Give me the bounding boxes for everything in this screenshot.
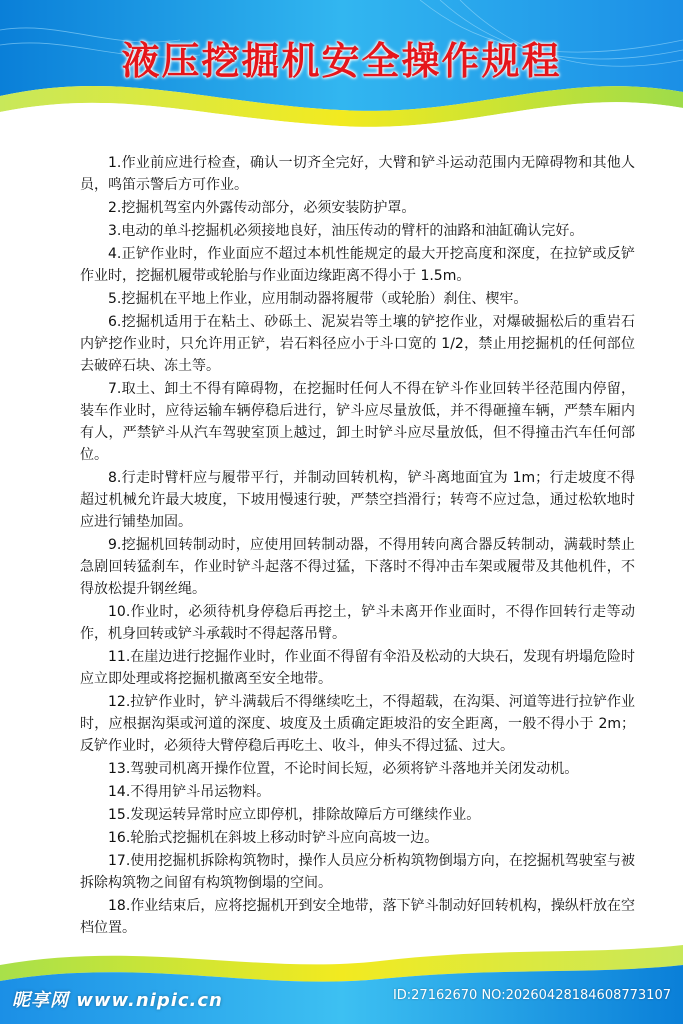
page-title: 液压挖掘机安全操作规程 <box>121 39 562 83</box>
site-watermark: 昵享网 www.nipic.cn <box>12 990 223 1011</box>
regulation-item-16: 16.轮胎式挖掘机在斜坡上移动时铲斗应向高坡一边。 <box>108 830 439 846</box>
image-id-text: ID:27162670 NO:20260428184608773107 <box>392 988 671 1003</box>
regulation-item-3: 3.电动的单斗挖掘机必须接地良好，油压传动的臂杆的油路和油缸确认完好。 <box>108 223 584 239</box>
regulation-item-18: 18.作业结束后，应将挖掘机开到安全地带，落下铲斗制动好回转机构，操纵杆放在空档位置。 <box>80 898 635 936</box>
regulation-item-11: 11.在崖边进行挖掘作业时，作业面不得留有伞沿及松动的大块石，发现有坍塌危险时应立即处理或将挖掘机撤离至安全地带。 <box>80 649 635 687</box>
regulation-body <box>80 152 635 940</box>
regulation-item-7: 7.取土、卸土不得有障碍物，在挖掘时任何人不得在铲斗作业回转半径范围内停留，装车作业时，应待运输车辆停稳后进行，铲斗应尽量放低，并不得砸撞车辆，严禁车厢内有人，严禁铲斗从汽车驾驶室顶上越过，卸土时铲斗应尽量放低，但不得撞击汽车任何部位。 <box>80 381 635 463</box>
regulation-item-13: 13.驾驶司机离开操作位置，不论时间长短，必须将铲斗落地并关闭发动机。 <box>108 761 579 777</box>
regulation-item-6: 6.挖掘机适用于在粘土、砂砾土、泥炭岩等土壤的铲挖作业，对爆破掘松后的重岩石内铲挖作业时，只允许用正铲，岩石料径应小于斗口宽的 1/2，禁止用挖掘机的任何部位去破碎石块、冻土等。 <box>80 314 635 374</box>
regulation-item-17: 17.使用挖掘机拆除构筑物时，操作人员应分析构筑物倒塌方向，在挖掘机驾驶室与被拆除构筑物之间留有构筑物倒塌的空间。 <box>80 853 635 891</box>
regulation-item-10: 10.作业时，必须待机身停稳后再挖土，铲斗未离开作业面时，不得作回转行走等动作，机身回转或铲斗承载时不得起落吊臂。 <box>80 604 635 642</box>
regulation-item-4: 4.正铲作业时，作业面应不超过本机性能规定的最大开挖高度和深度，在拉铲或反铲作业时，挖掘机履带或轮胎与作业面边缘距离不得小于 1.5m。 <box>80 246 635 284</box>
regulation-item-15: 15.发现运转异常时应立即停机，排除故障后方可继续作业。 <box>108 807 481 823</box>
regulation-item-1: 1.作业前应进行检查，确认一切齐全完好，大臂和铲斗运动范围内无障碍物和其他人员，鸣笛示警后方可作业。 <box>80 155 635 193</box>
regulation-item-14: 14.不得用铲斗吊运物料。 <box>108 784 271 800</box>
regulation-item-5: 5.挖掘机在平地上作业，应用制动器将履带（或轮胎）刹住、楔牢。 <box>108 291 528 307</box>
regulation-item-8: 8.行走时臂杆应与履带平行，并制动回转机构，铲斗离地面宜为 1m；行走坡度不得超过机械允许最大坡度，下坡用慢速行驶，严禁空挡滑行；转弯不应过急，通过松软地时应进行铺垫加固。 <box>80 470 635 530</box>
regulation-item-12: 12.拉铲作业时，铲斗满载后不得继续吃土，不得超载，在沟渠、河道等进行拉铲作业时，应根据沟渠或河道的深度、坡度及土质确定距坡沿的安全距离，一般不得小于 2m；反铲作业时，必须待大臂停稳后再吃土、收斗，伸头不得过猛、过大。 <box>80 694 635 754</box>
regulation-item-9: 9.挖掘机回转制动时，应使用回转制动器，不得用转向离合器反转制动，满载时禁止急剧回转猛刹车，作业时铲斗起落不得过猛，下落时不得冲击车架或履带及其他机件，不得放松提升钢丝绳。 <box>80 537 635 597</box>
regulation-item-2: 2.挖掘机驾室内外露传动部分，必须安装防护罩。 <box>108 200 416 216</box>
